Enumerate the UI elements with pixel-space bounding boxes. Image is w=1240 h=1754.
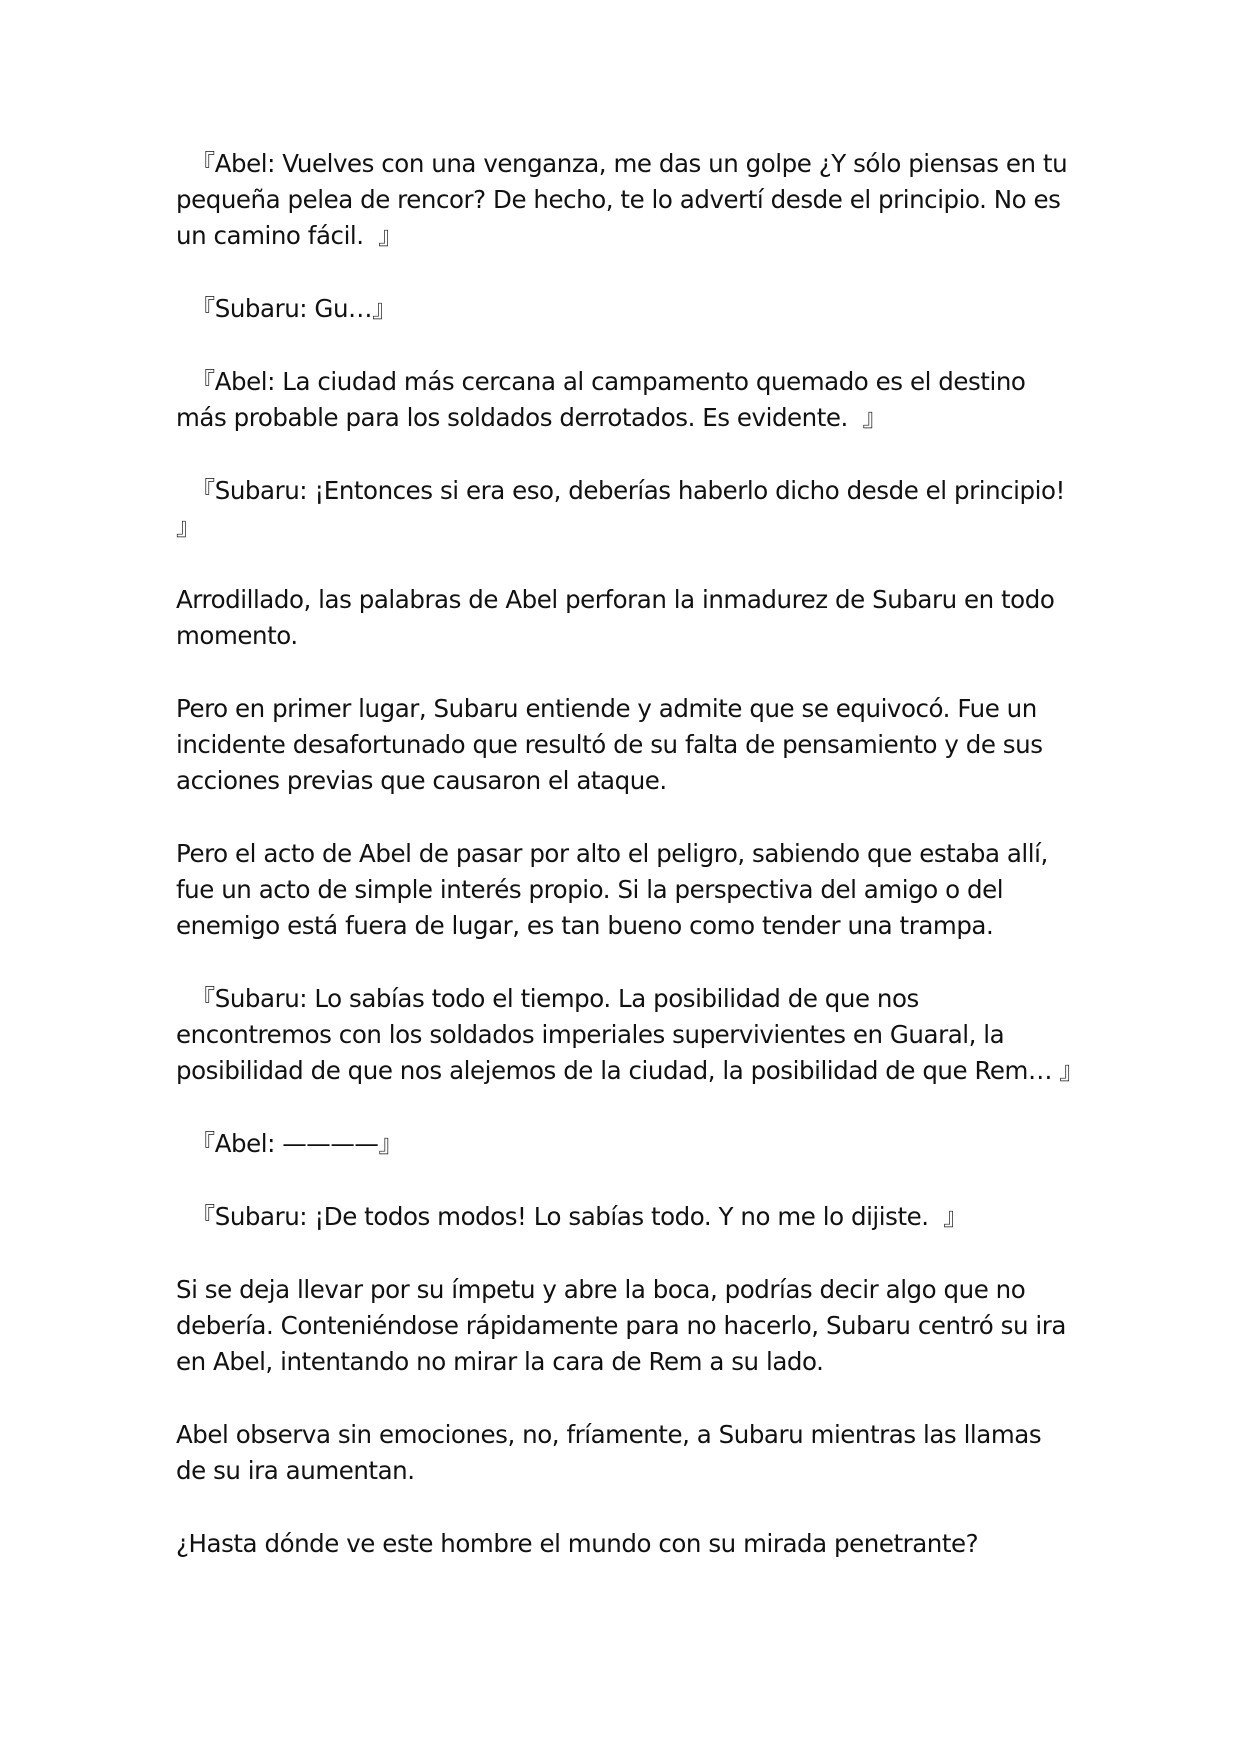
document-body bbox=[176, 146, 1084, 1599]
narration-6: ¿Hasta dónde ve este hombre el mundo con su mirada penetrante? bbox=[176, 1529, 979, 1558]
dialogue-abel-3: 『Abel: ————』 bbox=[176, 1129, 403, 1158]
dialogue-subaru-3: 『Subaru: Lo sabías todo el tiempo. La posibilidad de que nos encontremos con los soldados imperiales supervivientes en Guaral, la posibilidad de que nos alejemos de la ciudad, la posibilidad de que Rem… 』 bbox=[176, 984, 1084, 1085]
dialogue-subaru-4: 『Subaru: ¡De todos modos! Lo sabías todo. Y no me lo dijiste. 』 bbox=[176, 1202, 968, 1231]
narration-3: Pero el acto de Abel de pasar por alto el peligro, sabiendo que estaba allí, fue un acto de simple interés propio. Si la perspectiva del amigo o del enemigo está fuera de lugar, es tan bueno como tender una trampa. bbox=[176, 839, 1056, 940]
dialogue-subaru-2: 『Subaru: ¡Entonces si era eso, deberías haberlo dicho desde el principio! 』 bbox=[176, 476, 1073, 541]
narration-2: Pero en primer lugar, Subaru entiende y admite que se equivocó. Fue un incidente desafortunado que resultó de su falta de pensamiento y de sus acciones previas que causaron el ataque. bbox=[176, 694, 1050, 795]
dialogue-subaru-1: 『Subaru: Gu…』 bbox=[176, 294, 397, 323]
dialogue-abel-2: 『Abel: La ciudad más cercana al campamento quemado es el destino más probable para los soldados derrotados. Es evidente. 』 bbox=[176, 367, 1033, 432]
narration-1: Arrodillado, las palabras de Abel perforan la inmadurez de Subaru en todo momento. bbox=[176, 585, 1062, 650]
dialogue-abel-1: 『Abel: Vuelves con una venganza, me das un golpe ¿Y sólo piensas en tu pequeña pelea de rencor? De hecho, te lo advertí desde el principio. No es un camino fácil. 』 bbox=[176, 149, 1075, 250]
narration-5: Abel observa sin emociones, no, fríamente, a Subaru mientras las llamas de su ira aumentan. bbox=[176, 1420, 1049, 1485]
narration-4: Si se deja llevar por su ímpetu y abre la boca, podrías decir algo que no debería. Conteniéndose rápidamente para no hacerlo, Subaru centró su ira en Abel, intentando no mirar la cara de Rem a su lado. bbox=[176, 1275, 1074, 1376]
